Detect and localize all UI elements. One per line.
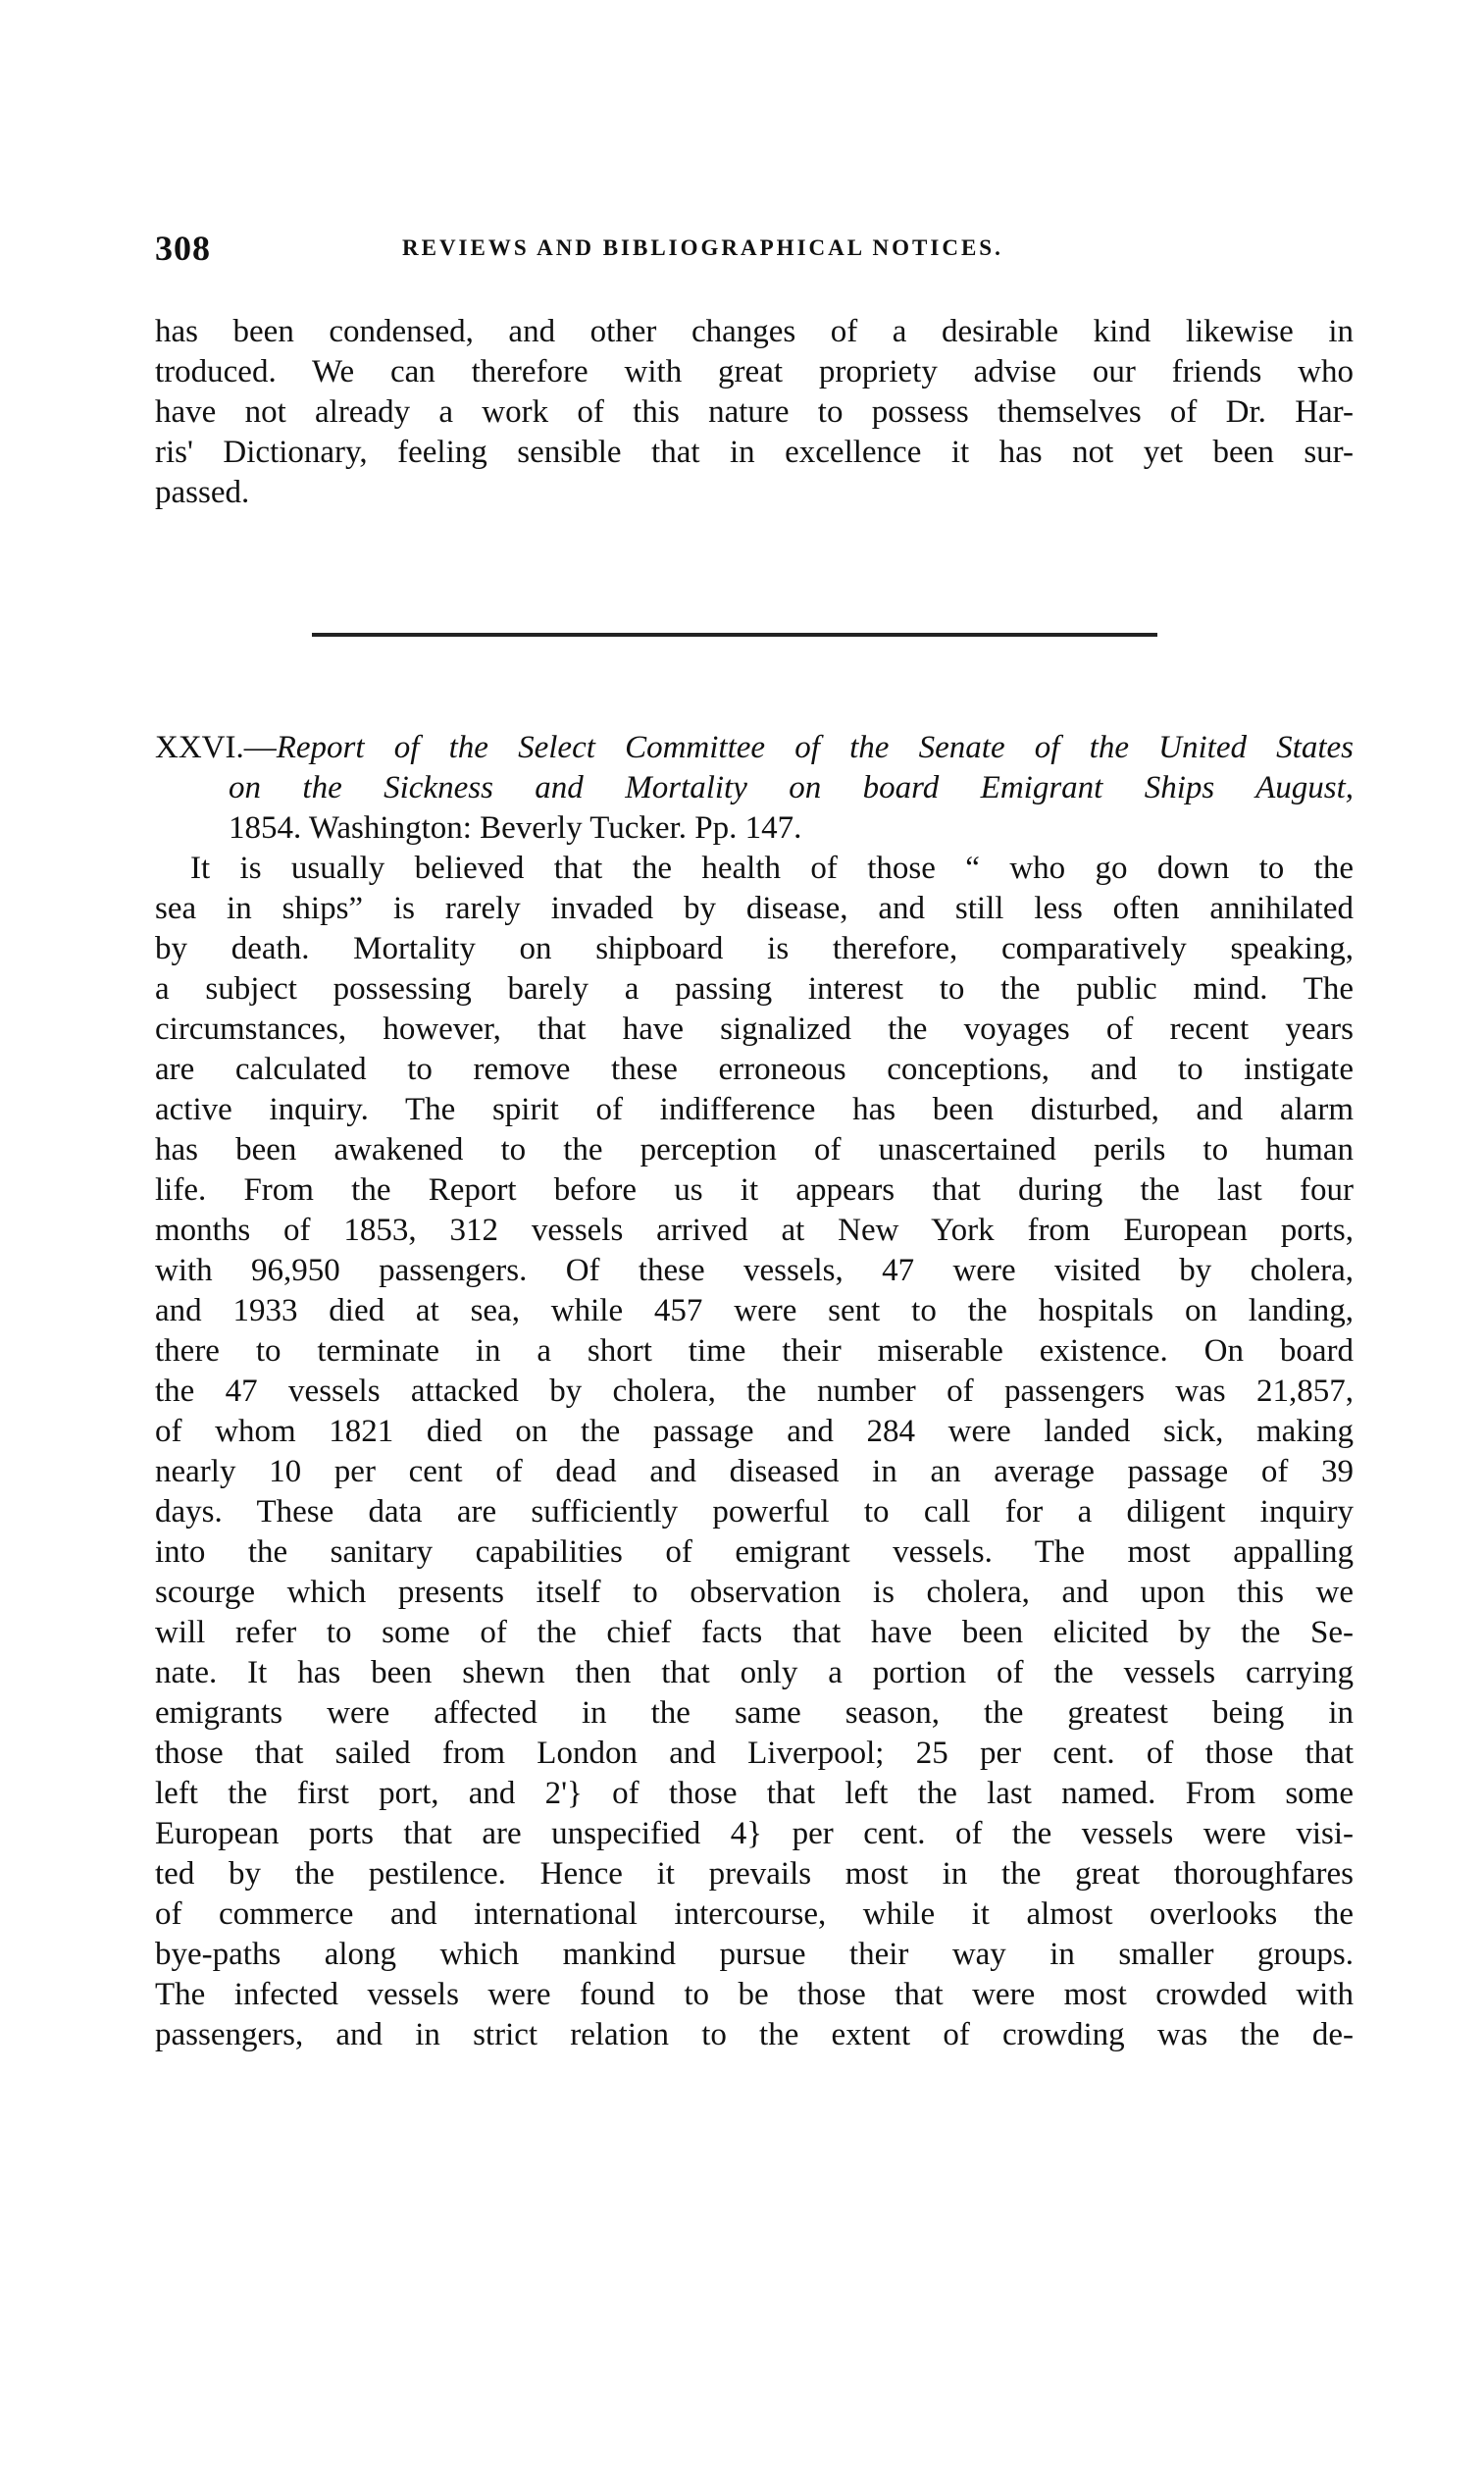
text-line: has been condensed, and other changes of a desirable kind likewise in: [155, 314, 1354, 349]
text-line: a subject possessing barely a passing interest to the public mind. The: [155, 971, 1354, 1007]
running-head: [155, 228, 1361, 273]
text-line: the 47 vessels attacked by cholera, the number of passengers was 21,857,: [155, 1374, 1354, 1409]
page-number: 308: [155, 229, 211, 268]
text-line: and 1933 died at sea, while 457 were sent to the hospitals on landing,: [155, 1293, 1354, 1328]
text-line: will refer to some of the chief facts that have been elicited by the Se-: [155, 1615, 1354, 1650]
text-line: It is usually believed that the health of those “ who go down to the: [190, 851, 1354, 886]
text-line: with 96,950 passengers. Of these vessels, 47 were visited by cholera,: [155, 1253, 1354, 1288]
text-line: passengers, and in strict relation to the extent of crowding was the de-: [155, 2017, 1354, 2052]
text-line: of commerce and international intercourse, while it almost overlooks the: [155, 1896, 1354, 1932]
text-line: scourge which presents itself to observation is cholera, and upon this we: [155, 1575, 1354, 1610]
citation-line: 1854. Washington: Beverly Tucker. Pp. 147.: [229, 810, 802, 846]
text-line: European ports that are unspecified 4} per cent. of the vessels were visi-: [155, 1816, 1354, 1851]
text-line: are calculated to remove these erroneous conceptions, and to instigate: [155, 1052, 1354, 1087]
text-line: ted by the pestilence. Hence it prevails most in the great thoroughfares: [155, 1856, 1354, 1892]
citation-line: on the Sickness and Mortality on board Emigrant Ships August,: [229, 770, 1354, 805]
text-line: circumstances, however, that have signalized the voyages of recent years: [155, 1012, 1354, 1047]
text-line: of whom 1821 died on the passage and 284 were landed sick, making: [155, 1414, 1354, 1449]
text-line: days. These data are sufficiently powerful to call for a diligent inquiry: [155, 1494, 1354, 1530]
running-title: REVIEWS AND BIBLIOGRAPHICAL NOTICES.: [402, 235, 1003, 260]
text-line: has been awakened to the perception of unascertained perils to human: [155, 1132, 1354, 1167]
text-line: active inquiry. The spirit of indifference has been disturbed, and alarm: [155, 1092, 1354, 1127]
text-line: troduced. We can therefore with great propriety advise our friends who: [155, 354, 1354, 389]
review-citation: [155, 728, 1354, 849]
review-numeral: XXVI.—: [155, 730, 277, 765]
section-divider: [312, 633, 1157, 637]
text-line: life. From the Report before us it appears that during the last four: [155, 1172, 1354, 1208]
text-line: there to terminate in a short time their miserable existence. On board: [155, 1333, 1354, 1369]
text-line: nearly 10 per cent of dead and diseased in an average passage of 39: [155, 1454, 1354, 1489]
text-line: into the sanitary capabilities of emigrant vessels. The most appalling: [155, 1534, 1354, 1570]
report-title: Report of the Select Committee of the Senate of the United States: [276, 730, 1354, 765]
text-line: those that sailed from London and Liverpool; 25 per cent. of those that: [155, 1736, 1354, 1771]
text-line: have not already a work of this nature to possess themselves of Dr. Har-: [155, 394, 1354, 430]
text-line: sea in ships” is rarely invaded by disease, and still less often annihilated: [155, 891, 1354, 926]
text-line: bye-paths along which mankind pursue their way in smaller groups.: [155, 1937, 1354, 1972]
text-line: nate. It has been shewn then that only a portion of the vessels carrying: [155, 1655, 1354, 1690]
text-line: The infected vessels were found to be those that were most crowded with: [155, 1977, 1354, 2012]
text-line: months of 1853, 312 vessels arrived at New York from European ports,: [155, 1213, 1354, 1248]
previous-review-ending: [155, 312, 1354, 513]
text-line: by death. Mortality on shipboard is therefore, comparatively speaking,: [155, 931, 1354, 966]
text-line: emigrants were affected in the same season, the greatest being in: [155, 1695, 1354, 1731]
review-body: [155, 849, 1354, 2055]
citation-line: [155, 728, 1354, 768]
text-line: ris' Dictionary, feeling sensible that in excellence it has not yet been sur-: [155, 435, 1354, 470]
text-line: passed.: [155, 475, 250, 510]
text-line: left the first port, and 2'} of those that left the last named. From some: [155, 1776, 1354, 1811]
